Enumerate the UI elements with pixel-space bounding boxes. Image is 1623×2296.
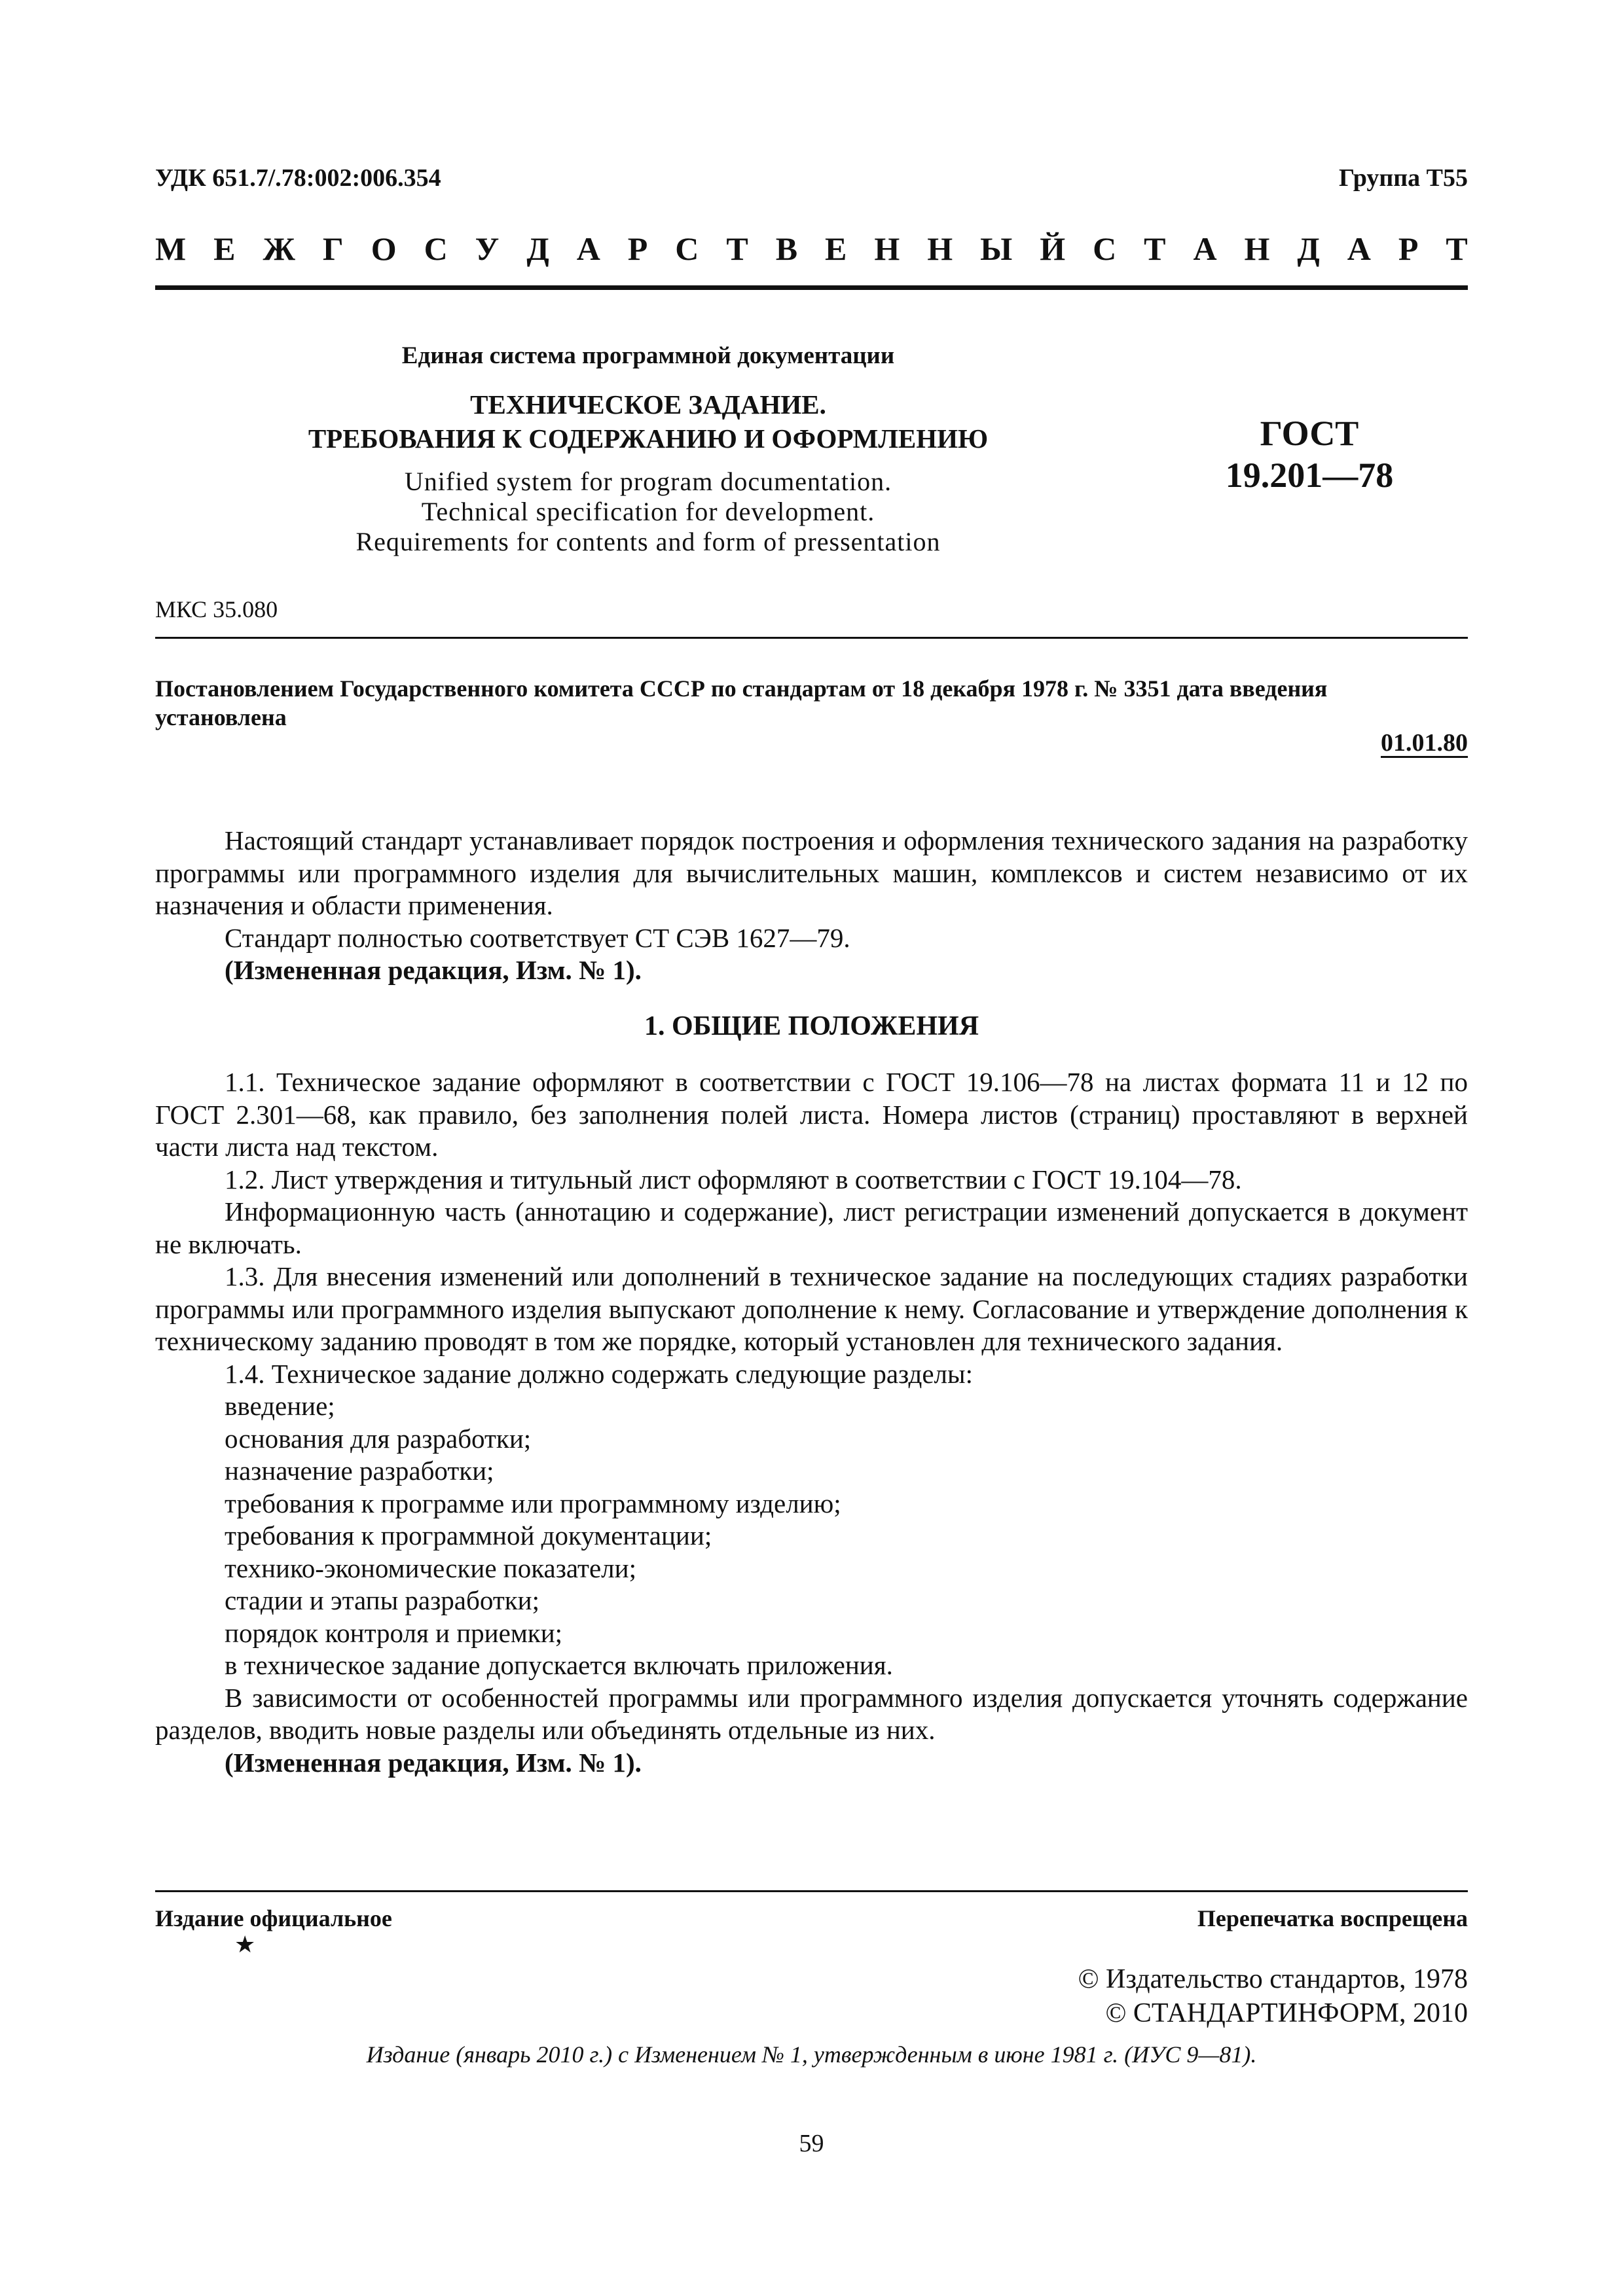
clause-1-1: 1.1. Техническое задание оформляют в соответствии с ГОСТ 19.106—78 на листах формата 11 и 12 по ГОСТ 2.301—68, как правило, без заполнения полей листа. Номера листов (страниц) проставляют в верхней части листа над текстом. — [155, 1067, 1468, 1162]
banner-letter: У — [475, 230, 500, 267]
banner-letter: Н — [874, 230, 900, 267]
banner-letter: А — [576, 230, 600, 267]
reprint-prohibited: Перепечатка воспрещена — [1197, 1905, 1468, 1931]
decree-line-2: установлена — [155, 704, 287, 730]
banner-letter: Д — [1297, 230, 1320, 267]
banner-letter: С — [424, 230, 448, 267]
banner-letter: Г — [322, 230, 344, 267]
decree-text — [155, 674, 1468, 732]
intro-compliance: Стандарт полностью соответствует СТ СЭВ 1627—79. — [225, 922, 850, 953]
interstate-standard-banner — [155, 226, 1468, 272]
header-rule — [155, 285, 1468, 290]
banner-letter: Д — [526, 230, 549, 267]
banner-letter: Т — [1144, 230, 1166, 267]
document-body — [155, 825, 1468, 1779]
banner-letter: Н — [927, 230, 953, 267]
list-item: порядок контроля и приемки; — [225, 1617, 563, 1648]
english-title-line-3: Requirements for contents and form of pressentation — [356, 527, 941, 556]
introduction-date: 01.01.80 — [1381, 729, 1468, 757]
list-item: технико-экономические показатели; — [225, 1552, 636, 1583]
english-title — [314, 467, 982, 557]
banner-letter: Е — [213, 230, 236, 267]
banner-letter: Р — [627, 230, 648, 267]
banner-letter: Т — [1446, 230, 1468, 267]
list-item: требования к программной документации; — [225, 1520, 712, 1551]
banner-letter: С — [675, 230, 699, 267]
banner-letter: Р — [1398, 230, 1419, 267]
clause-1-4-final: В зависимости от особенностей программы или программного изделия допускается уточнять содержание разделов, вводить новые разделы или объединять отдельные из них. — [155, 1682, 1468, 1745]
banner-letter: Ы — [980, 230, 1013, 267]
banner-letter: Й — [1040, 230, 1066, 267]
banner-letter: Н — [1244, 230, 1270, 267]
clause-1-3: 1.3. Для внесения изменений или дополнений в техническое задание на последующих стадиях разработки программы или программного изделия выпускают дополнение к нему. Согласование и утверждение дополнения к техническому заданию проводят в том же порядке, который установлен для технического задания. — [155, 1261, 1468, 1356]
decree-line-1: Постановлением Государственного комитета СССР по стандартам от 18 декабря 1978 г. № 3351 дата введения — [155, 675, 1328, 702]
banner-letter: Е — [825, 230, 847, 267]
section-amendment: (Измененная редакция, Изм. № 1). — [225, 1747, 642, 1778]
gost-label: ГОСТ — [1260, 414, 1359, 453]
list-item: назначение разработки; — [225, 1456, 494, 1486]
copyright-block — [1078, 1962, 1468, 2030]
list-item: в техническое задание допускается включать приложения. — [225, 1650, 893, 1680]
banner-letter: Ж — [263, 230, 295, 267]
list-item: требования к программе или программному изделию; — [225, 1488, 841, 1518]
gost-designation — [1178, 412, 1440, 496]
banner-letter: А — [1347, 230, 1371, 267]
english-title-line-1: Unified system for program documentation. — [404, 467, 892, 496]
footer-rule — [155, 1890, 1468, 1892]
section-heading: 1. ОБЩИЕ ПОЛОЖЕНИЯ — [644, 1011, 979, 1041]
intro-paragraph: Настоящий стандарт устанавливает порядок построения и оформления технического задания на разработку программы или программного изделия для вычислительных машин, комплексов и систем независимо от их назначения и области применения. — [155, 825, 1468, 920]
copyright-line-1: © Издательство стандартов, 1978 — [1078, 1964, 1468, 1994]
clause-1-4: 1.4. Техническое задание должно содержать следующие разделы: — [225, 1358, 973, 1389]
official-edition: Издание официальное — [155, 1905, 392, 1931]
list-item: стадии и этапы разработки; — [225, 1585, 539, 1615]
group-code: Группа Т55 — [1338, 164, 1468, 192]
mks-rule — [155, 637, 1468, 639]
list-item: основания для разработки; — [225, 1423, 532, 1454]
edition-note: Издание (январь 2010 г.) с Изменением № 1, утвержденным в июне 1981 г. (ИУС 9—81). — [366, 2041, 1257, 2068]
banner-letter: О — [371, 230, 397, 267]
copyright-line-2: © СТАНДАРТИНФОРМ, 2010 — [1105, 1998, 1468, 2028]
system-name: Единая система программной документации — [401, 342, 895, 369]
title-line-1: ТЕХНИЧЕСКОЕ ЗАДАНИЕ. — [470, 389, 826, 420]
english-title-line-2: Technical specification for development. — [421, 497, 875, 526]
page-number: 59 — [799, 2130, 824, 2157]
banner-letter: М — [155, 230, 187, 267]
udk-code: УДК 651.7/.78:002:006.354 — [155, 164, 441, 192]
clause-1-2-note: Информационную часть (аннотацию и содержание), лист регистрации изменений допускается в документ не включать. — [155, 1196, 1468, 1259]
document-title — [262, 387, 1034, 456]
mks-code: МКС 35.080 — [155, 596, 278, 622]
list-item: введение; — [225, 1391, 335, 1421]
gost-number: 19.201—78 — [1225, 456, 1394, 495]
banner-letter: В — [775, 230, 798, 267]
title-line-2: ТРЕБОВАНИЯ К СОДЕРЖАНИЮ И ОФОРМЛЕНИЮ — [308, 423, 989, 454]
star-icon: ★ — [234, 1931, 256, 1958]
clause-1-2: 1.2. Лист утверждения и титульный лист оформляют в соответствии с ГОСТ 19.104—78. — [225, 1164, 1242, 1194]
banner-letter: А — [1193, 230, 1217, 267]
intro-amendment: (Измененная редакция, Изм. № 1). — [225, 955, 642, 985]
banner-letter: С — [1093, 230, 1117, 267]
banner-letter: Т — [726, 230, 748, 267]
